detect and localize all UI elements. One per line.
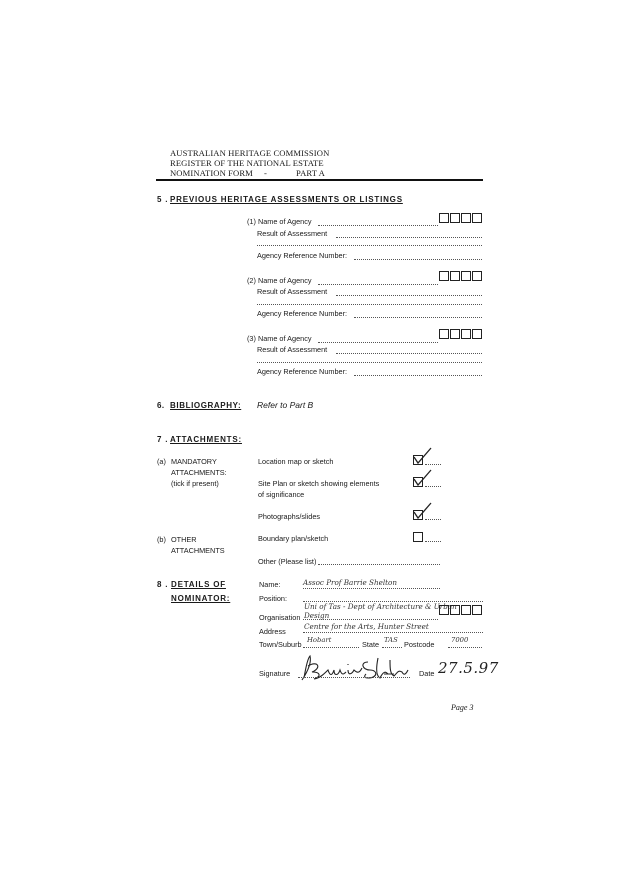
bibliography-value: Refer to Part B: [257, 400, 314, 410]
section7-number: 7 .: [157, 435, 169, 444]
mandatory-label-1: MANDATORY: [171, 457, 217, 466]
address-field[interactable]: [303, 632, 483, 633]
agency-3-code-box[interactable]: [439, 329, 449, 339]
section7-title: ATTACHMENTS:: [170, 435, 242, 444]
agency-2-code-box[interactable]: [439, 271, 449, 281]
town-field[interactable]: [303, 647, 359, 648]
header-line-1: AUSTRALIAN HERITAGE COMMISSION: [170, 148, 330, 158]
mandatory-label-3: (tick if present): [171, 479, 219, 488]
agency-1-code-box[interactable]: [439, 213, 449, 223]
agency-2-ref-label: Agency Reference Number:: [257, 309, 348, 318]
header-line-3-left: NOMINATION FORM: [170, 168, 253, 178]
agency-2-ref-field[interactable]: [354, 317, 482, 318]
address-value: Centre for the Arts, Hunter Street: [304, 622, 429, 631]
boundary-plan-dots: [425, 541, 441, 542]
boundary-plan-checkbox[interactable]: [413, 532, 423, 542]
mandatory-label-2: ATTACHMENTS:: [171, 468, 227, 477]
agency-3-result-field[interactable]: [336, 353, 482, 354]
nominator-name-field[interactable]: [303, 588, 440, 589]
attachments-b-marker: (b): [157, 535, 166, 544]
location-map-label: Location map or sketch: [258, 457, 334, 466]
location-map-dots: [425, 464, 441, 465]
agency-1-code-box[interactable]: [461, 213, 471, 223]
boundary-plan-label: Boundary plan/sketch: [258, 534, 329, 543]
agency-2-code-box[interactable]: [472, 271, 482, 281]
agency-2-code-box[interactable]: [450, 271, 460, 281]
postcode-value: 7000: [451, 636, 469, 644]
agency-3-code-box[interactable]: [461, 329, 471, 339]
agency-3-result-field-2[interactable]: [257, 362, 482, 363]
organisation-label: Organisation: [259, 613, 301, 622]
agency-2-code-box[interactable]: [461, 271, 471, 281]
organisation-code-box[interactable]: [450, 605, 460, 615]
section8-title-1: DETAILS OF: [171, 580, 226, 589]
organisation-value-2: Design: [304, 611, 330, 620]
agency-3-name-label: (3) Name of Agency: [247, 334, 312, 343]
agency-1-code-box[interactable]: [450, 213, 460, 223]
photographs-label: Photographs/slides: [258, 512, 321, 521]
state-field[interactable]: [382, 647, 402, 648]
agency-3-result-label: Result of Assessment: [257, 345, 328, 354]
photographs-dots: [425, 519, 441, 520]
agency-3-ref-field[interactable]: [354, 375, 482, 376]
other-label-1: OTHER: [171, 535, 197, 544]
section5-title: PREVIOUS HERITAGE ASSESSMENTS OR LISTINGS: [170, 195, 403, 204]
section5-number: 5 .: [157, 195, 169, 204]
agency-1-ref-field[interactable]: [354, 259, 482, 260]
agency-2-result-field-2[interactable]: [257, 304, 482, 305]
section8-number: 8 .: [157, 580, 169, 589]
site-plan-label-2: of significance: [258, 490, 305, 499]
nominator-name-label: Name:: [259, 580, 281, 589]
signature-label: Signature: [259, 669, 291, 678]
agency-2-result-label: Result of Assessment: [257, 287, 328, 296]
header-line-3-dash: -: [264, 168, 267, 178]
tick-icon: [411, 501, 433, 521]
position-label: Position:: [259, 594, 287, 603]
section6-title: BIBLIOGRAPHY:: [170, 401, 242, 410]
organisation-code-box[interactable]: [461, 605, 471, 615]
agency-2-name-field[interactable]: [318, 284, 438, 285]
tick-icon: [411, 446, 433, 466]
date-label: Date: [419, 669, 435, 678]
signature-image: [298, 650, 412, 684]
organisation-code-box[interactable]: [472, 605, 482, 615]
attachments-a-marker: (a): [157, 457, 166, 466]
agency-2-name-label: (2) Name of Agency: [247, 276, 312, 285]
town-label: Town/Suburb: [259, 640, 302, 649]
agency-1-result-field[interactable]: [336, 237, 482, 238]
tick-icon: [411, 468, 433, 488]
agency-3-code-box[interactable]: [472, 329, 482, 339]
town-value: Hobart: [307, 636, 332, 644]
address-label: Address: [259, 627, 286, 636]
postcode-label: Postcode: [404, 640, 435, 649]
page-number: Page 3: [451, 703, 474, 712]
other-label-2: ATTACHMENTS: [171, 546, 225, 555]
header-line-3-right: PART A: [296, 168, 325, 178]
state-label: State: [362, 640, 380, 649]
date-value: 27.5.97: [438, 659, 499, 677]
agency-1-name-label: (1) Name of Agency: [247, 217, 312, 226]
agency-1-result-label: Result of Assessment: [257, 229, 328, 238]
organisation-field[interactable]: [303, 619, 438, 620]
agency-2-result-field[interactable]: [336, 295, 482, 296]
agency-3-ref-label: Agency Reference Number:: [257, 367, 348, 376]
state-value: TAS: [384, 636, 398, 644]
agency-1-result-field-2[interactable]: [257, 245, 482, 246]
agency-3-name-field[interactable]: [318, 342, 438, 343]
postcode-field[interactable]: [448, 647, 482, 648]
agency-1-ref-label: Agency Reference Number:: [257, 251, 348, 260]
nominator-name-value: Assoc Prof Barrie Shelton: [303, 578, 397, 587]
header-rule: [156, 179, 483, 181]
section8-title-2: NOMINATOR:: [171, 594, 231, 603]
agency-3-code-box[interactable]: [450, 329, 460, 339]
site-plan-dots: [425, 486, 441, 487]
other-list-field[interactable]: [318, 564, 440, 565]
signature-field[interactable]: [298, 677, 410, 678]
other-list-label: Other (Please list): [258, 557, 317, 566]
agency-1-code-box[interactable]: [472, 213, 482, 223]
section6-number: 6.: [157, 401, 165, 410]
header-line-2: REGISTER OF THE NATIONAL ESTATE: [170, 158, 324, 168]
organisation-code-box[interactable]: [439, 605, 449, 615]
agency-1-name-field[interactable]: [318, 225, 438, 226]
site-plan-label: Site Plan or sketch showing elements: [258, 479, 380, 488]
organisation-value-1: Uni of Tas - Dept of Architecture & Urban: [304, 602, 457, 611]
